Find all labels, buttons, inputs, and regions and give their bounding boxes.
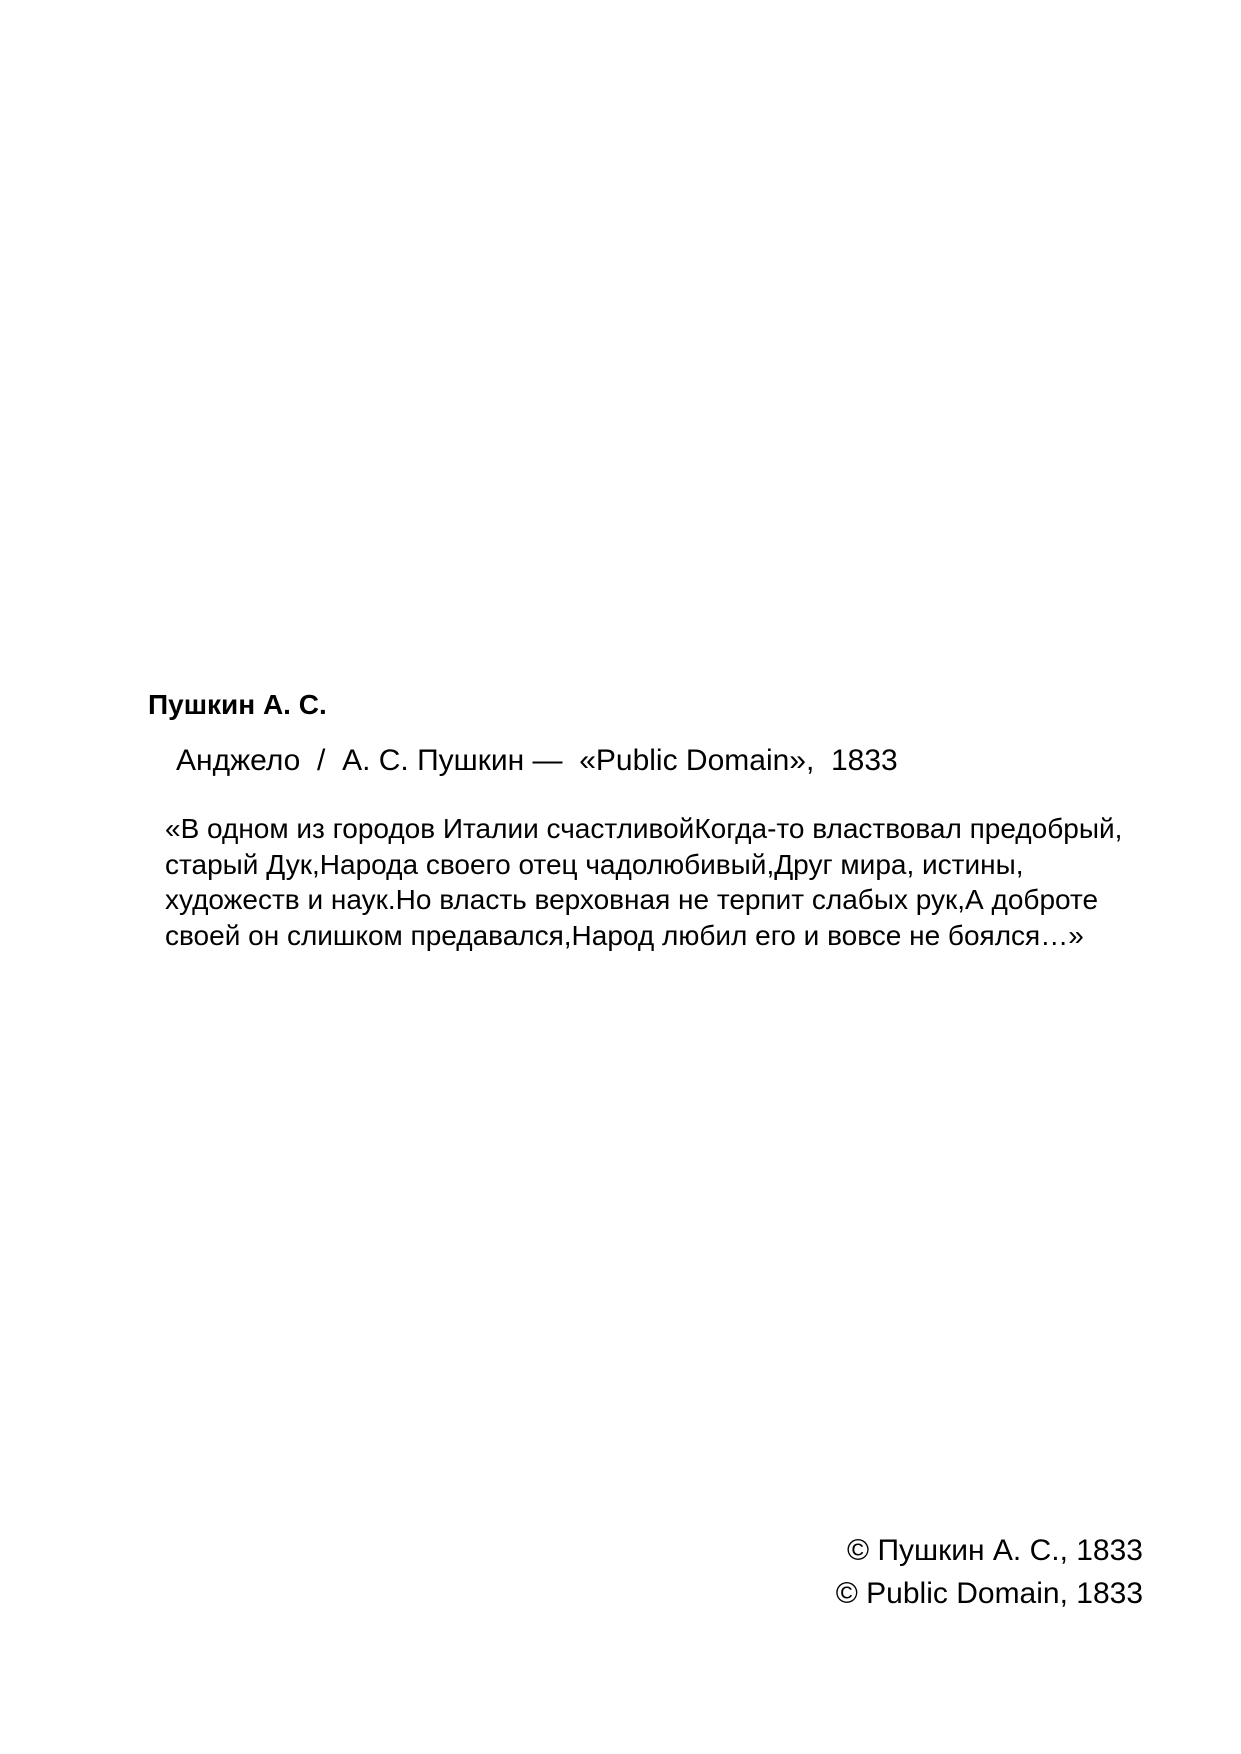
bibliographic-citation [176, 743, 898, 779]
citation-dash: — [532, 744, 563, 777]
copyright-line-author: © Пушкин А. С., 1833 [847, 1534, 1143, 1567]
annotation-text: «В одном из городов Италии счастливойКогда-то властвовал предобрый, старый Дук,Народа своего отец чадолюбивый,Друг мира, истины, художеств и наук.Но власть верховная не терпит слабых рук,А доброте своей он слишком предавался,Народ любил его и вовсе не боялся…» [165, 813, 1123, 951]
citation-publisher: «Public Domain», [579, 744, 815, 777]
work-title: Анджело [176, 744, 301, 777]
citation-responsibility: А. С. Пушкин [342, 744, 525, 777]
citation-year: 1833 [830, 744, 898, 777]
copyright-line-publisher: © Public Domain, 1833 [835, 1577, 1143, 1610]
copyright-block [836, 1529, 1143, 1615]
author-name: Пушкин А. С. [148, 689, 327, 720]
citation-separator: / [317, 744, 326, 777]
